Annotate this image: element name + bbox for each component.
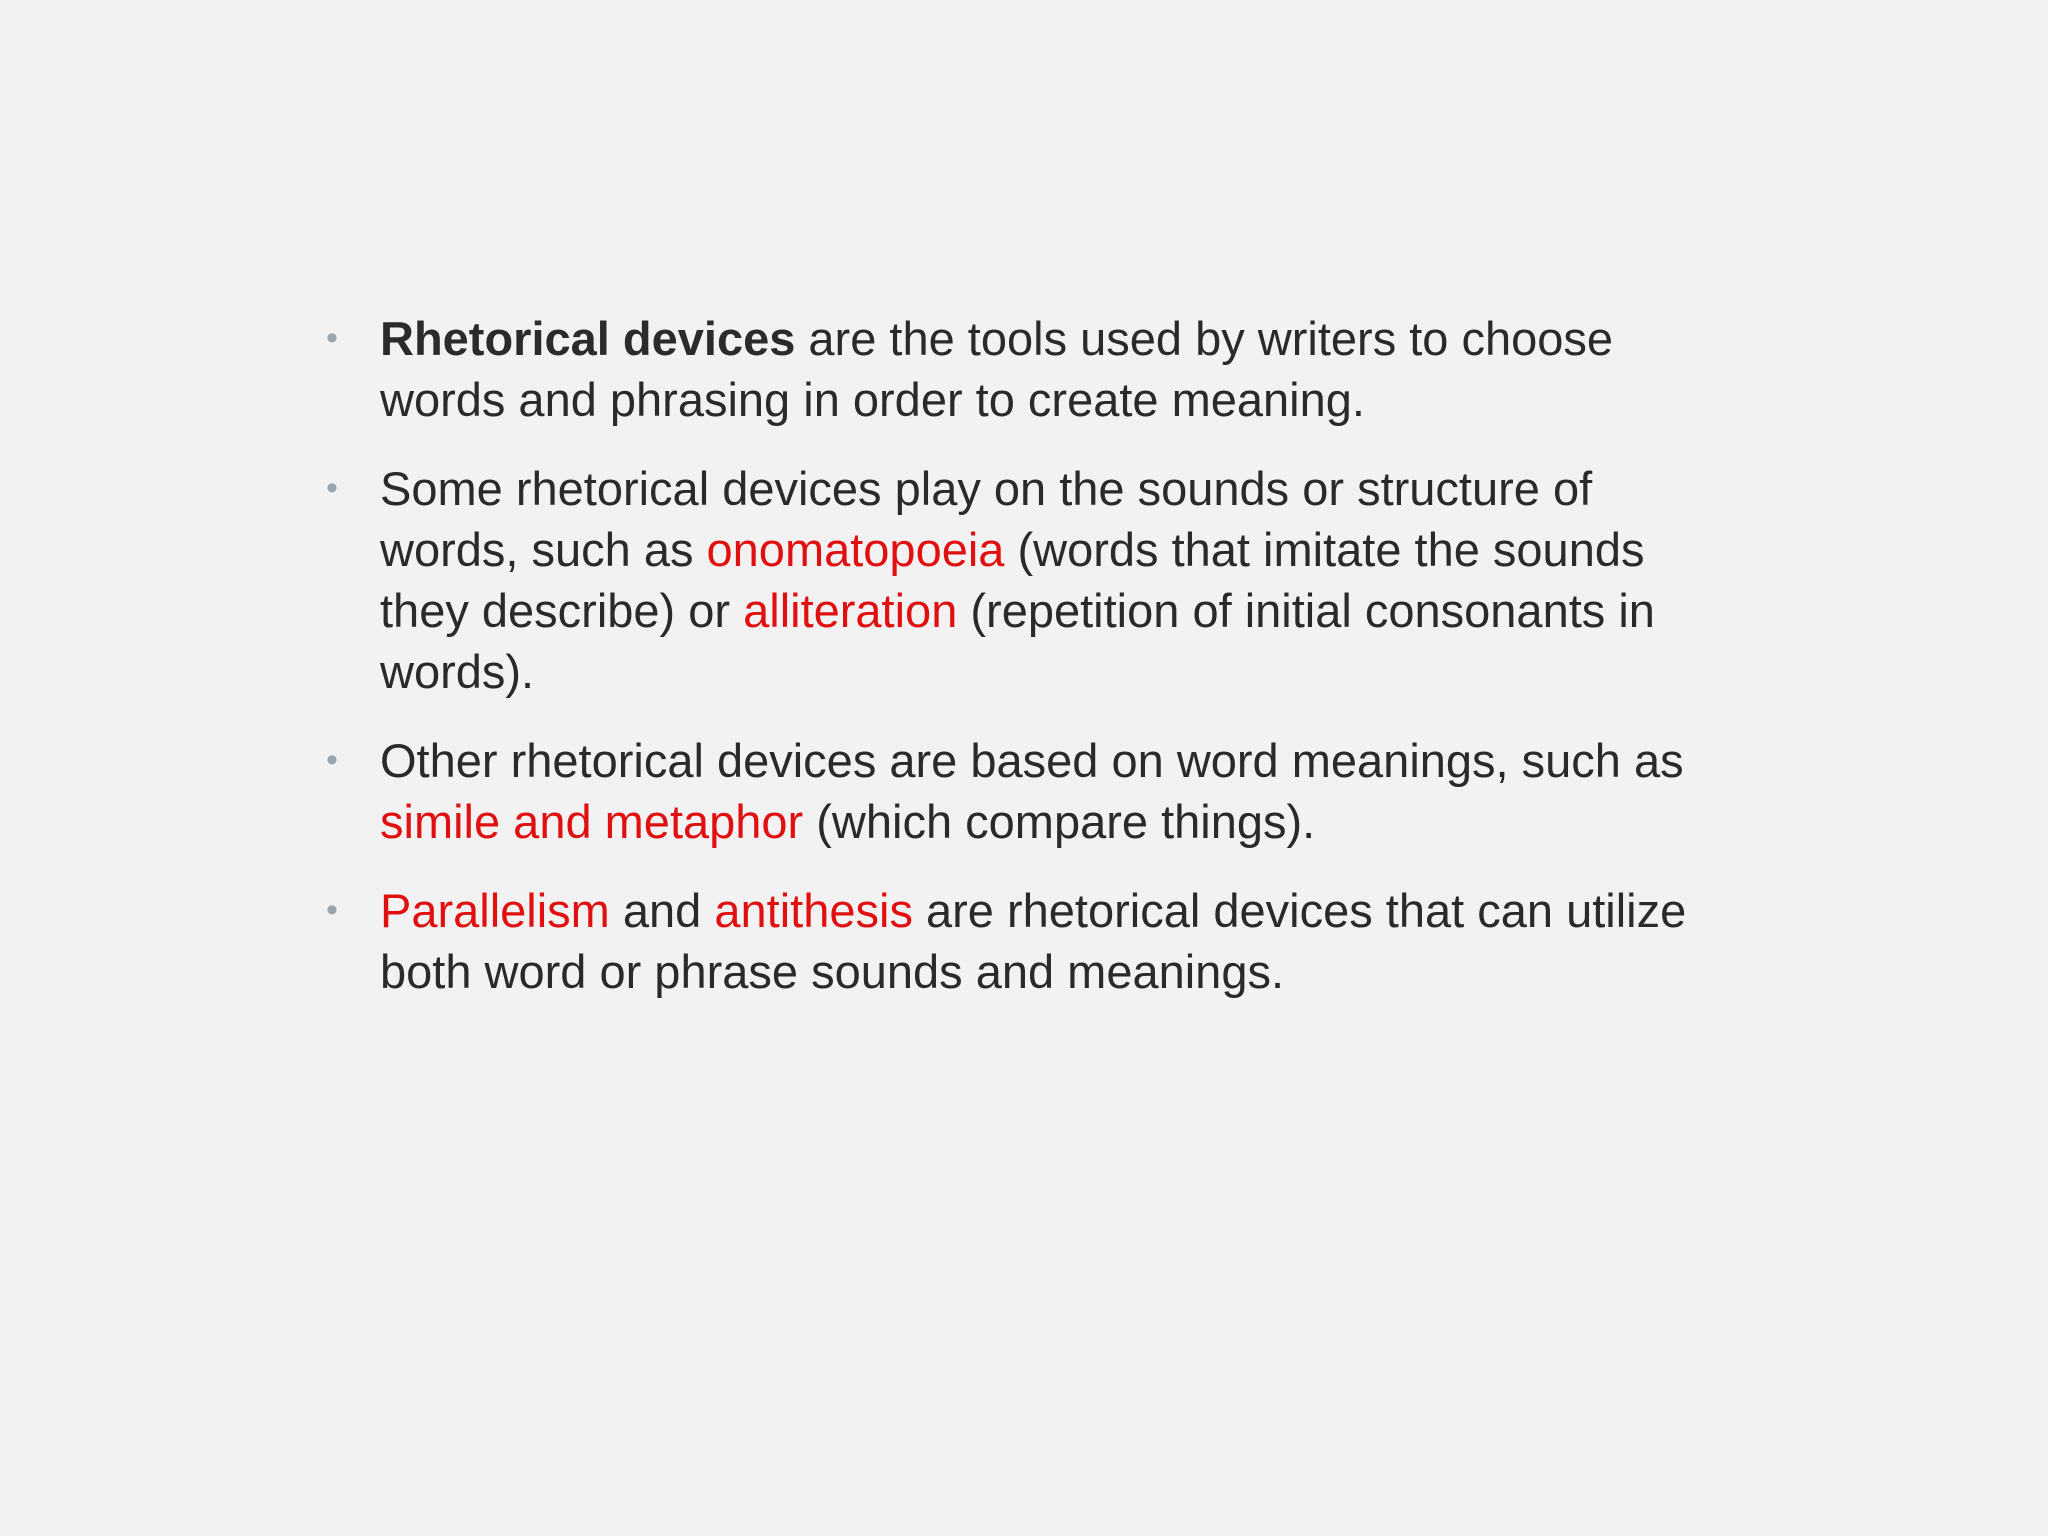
definition-text: are the tools used by writers to choose words and phrasing in order to create meaning. xyxy=(380,312,1614,426)
bullet-text: Some rhetorical devices play on the sounds or structure of words, such as xyxy=(380,462,1593,576)
bullet-item-parallelism-antithesis xyxy=(318,880,1738,1002)
bullet-dot-icon: • xyxy=(326,891,338,929)
bullet-dot-icon: • xyxy=(326,741,338,779)
bullet-dot-icon: • xyxy=(326,469,338,507)
bullet-item-sound-structure-devices xyxy=(318,458,1738,702)
bullet-item-rhetorical-devices-definition xyxy=(318,308,1738,430)
bullet-text: (words that imitate the sounds they describe) or xyxy=(380,523,1645,637)
term-alliteration: alliteration xyxy=(743,584,958,637)
term-simile-and-metaphor: simile and metaphor xyxy=(380,795,804,848)
bullet-dot-icon: • xyxy=(326,319,338,357)
bullet-text: Other rhetorical devices are based on word meanings, such as xyxy=(380,734,1684,787)
term-onomatopoeia: onomatopoeia xyxy=(706,523,1005,576)
bullet-item-meaning-devices xyxy=(318,730,1738,852)
bullet-list xyxy=(318,308,1738,1030)
bullet-text: (repetition of initial consonants in words). xyxy=(380,584,1655,698)
term-rhetorical-devices: Rhetorical devices xyxy=(380,312,796,365)
term-antithesis: antithesis xyxy=(714,884,913,937)
bullet-text: and xyxy=(609,884,715,937)
bullet-text: (which compare things). xyxy=(803,795,1316,848)
bullet-text: are rhetorical devices that can utilize both word or phrase sounds and meanings. xyxy=(380,884,1687,998)
term-parallelism: Parallelism xyxy=(380,884,610,937)
